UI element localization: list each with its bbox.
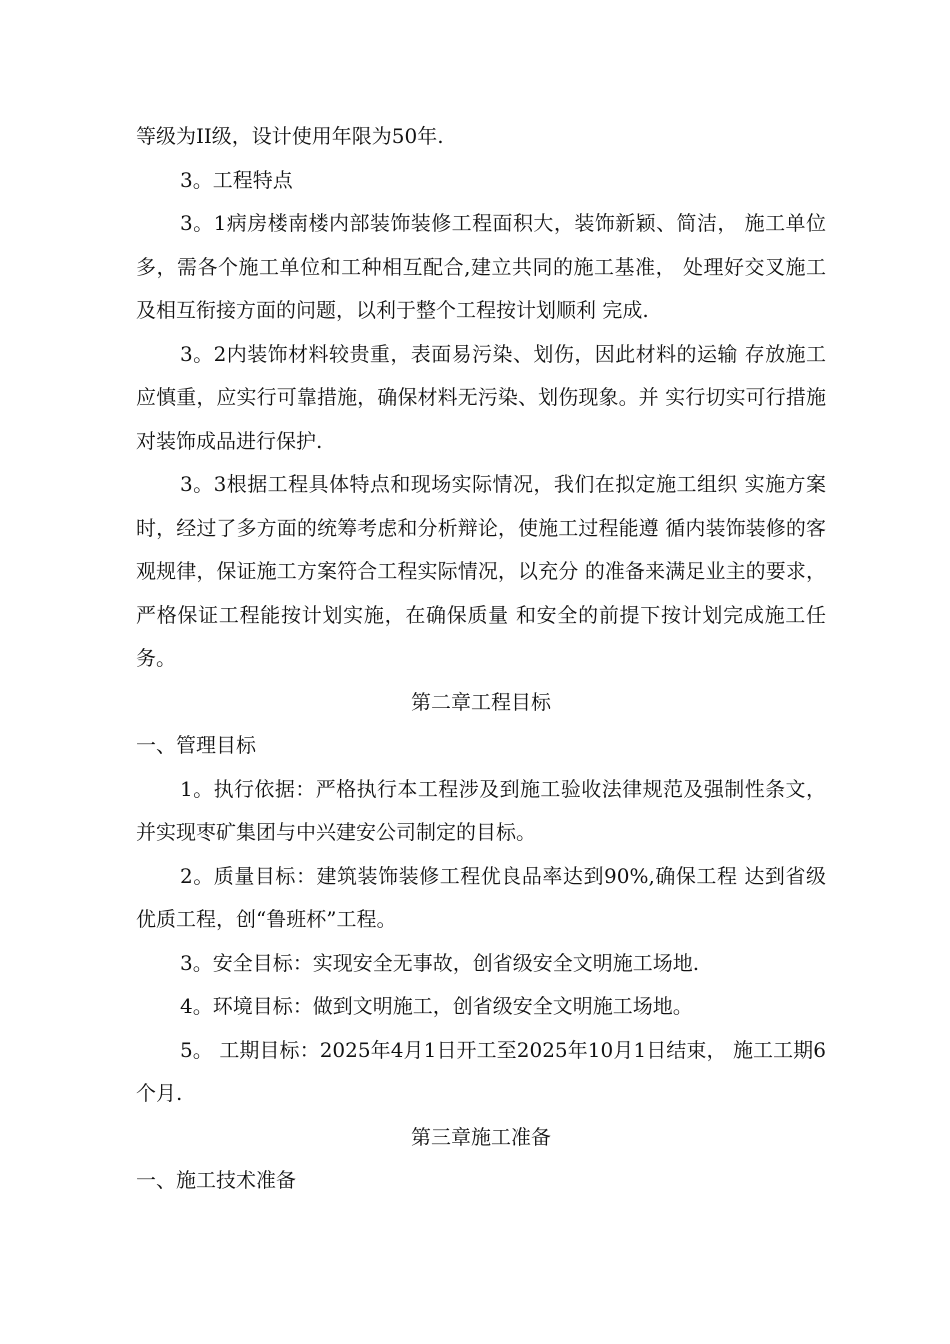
- paragraph-design-grade: 等级为II级，设计使用年限为50年.: [136, 124, 444, 148]
- paragraph-feature-3-1: 3。1病房楼南楼内部装饰装修工程面积大，装饰新颖、简洁， 施工单位多，需各个施工单位和工种相互配合,建立共同的施工基准， 处理好交叉施工及相互衔接方面的问题，以利于整个工程按计划顺利 完成.: [136, 211, 826, 322]
- paragraph-feature-3-3: 3。3根据工程具体特点和现场实际情况，我们在拟定施工组织 实施方案时，经过了多方面的统筹考虑和分析辩论，使施工过程能遵 循内装饰装修的客观规律，保证施工方案符合工程实际情况，以充分 的准备来满足业主的要求，严格保证工程能按计划实施，在确保质量 和安全的前提下按计划完成施工任务。: [136, 472, 826, 670]
- chapter-title-project-goals: 第二章工程目标: [411, 689, 551, 714]
- chapter-title-construction-preparation: 第三章施工准备: [411, 1124, 551, 1149]
- section-heading-project-features: 3。工程特点: [180, 167, 293, 192]
- paragraph-goal-quality: 2。质量目标：建筑装饰装修工程优良品率达到90%,确保工程 达到省级优质工程，创“鲁班杯”工程。: [136, 863, 826, 931]
- section-heading-technical-preparation: 一、施工技术准备: [136, 1168, 296, 1192]
- paragraph-goal-safety: 3。安全目标：实现安全无事故，创省级安全文明施工场地.: [180, 950, 700, 975]
- paragraph-goal-basis: 1。执行依据：严格执行本工程涉及到施工验收法律规范及强制性条文，并实现枣矿集团与中兴建安公司制定的目标。: [136, 776, 826, 844]
- section-heading-management-goals: 一、管理目标: [136, 733, 256, 757]
- paragraph-feature-3-2: 3。2内装饰材料较贵重，表面易污染、划伤，因此材料的运输 存放施工应慎重，应实行可靠措施，确保材料无污染、划伤现象。并 实行切实可行措施对装饰成品进行保护.: [136, 341, 826, 453]
- document-body: [136, 115, 826, 1203]
- paragraph-goal-schedule: 5。 工期目标：2025年4月1日开工至2025年10月1日结束， 施工工期6个月.: [136, 1037, 826, 1105]
- paragraph-goal-environment: 4。环境目标：做到文明施工，创省级安全文明施工场地。: [180, 994, 693, 1018]
